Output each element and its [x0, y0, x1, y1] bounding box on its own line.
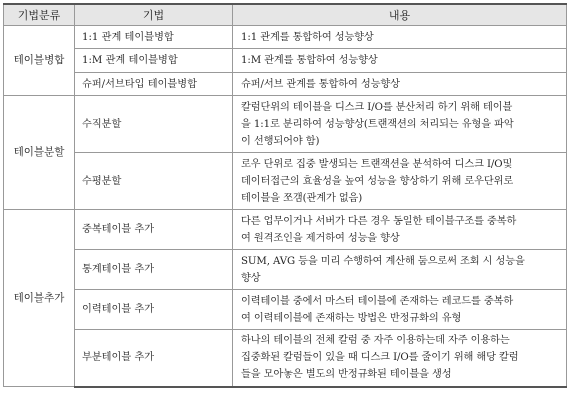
- description-line: 다른 업무이거나 서버가 다른 경우 동일한 테이블구조를 중복하: [241, 215, 517, 227]
- table-row: [4, 26, 567, 49]
- table-row: [4, 250, 567, 290]
- description-cell: [233, 153, 567, 210]
- description-line: 이력테이블 중에서 마스터 테이블에 존재하는 레코드를 중복하: [241, 295, 514, 307]
- category-cell: 테이블추가: [4, 210, 75, 387]
- description-cell: [233, 26, 567, 49]
- description-line: 하나의 테이블의 전체 칼럼 중 자주 이용하는데 자주 이용하는: [241, 335, 510, 347]
- category-cell: 테이블분할: [4, 96, 75, 210]
- header-technique: 기법: [75, 4, 233, 26]
- description-line: 칼럼단위의 테이블을 디스크 I/O를 분산처리 하기 위해 테이블: [241, 101, 513, 113]
- denormalization-table-container: [3, 3, 566, 388]
- description-line: 향상: [241, 272, 261, 284]
- description-line: 들을 모아놓은 별도의 반정규화된 테이블을 생성: [241, 369, 452, 381]
- description-line: 테이블을 쪼갬(관계가 없음): [241, 192, 363, 204]
- table-row: [4, 49, 567, 73]
- header-description: 내용: [233, 4, 567, 26]
- technique-cell: 통계테이블 추가: [75, 250, 233, 290]
- table-row: [4, 73, 567, 96]
- category-cell: 테이블병합: [4, 26, 75, 96]
- technique-cell: 슈퍼/서브타입 테이블병합: [75, 73, 233, 96]
- technique-cell: 부분테이블 추가: [75, 330, 233, 387]
- description-cell: [233, 96, 567, 153]
- description-line: 로우 단위로 집중 발생되는 트랜잭션을 분석하여 디스크 I/O및: [241, 158, 513, 170]
- technique-cell: 수직분할: [75, 96, 233, 153]
- technique-cell: 1:M 관계 테이블병합: [75, 49, 233, 73]
- description-line: 이 선행되어야 함): [241, 135, 320, 147]
- header-row: [4, 4, 567, 26]
- technique-cell: 중복테이블 추가: [75, 210, 233, 250]
- table-row: [4, 330, 567, 387]
- table-row: [4, 153, 567, 210]
- description-line: 집중화된 칼럼들이 있을 때 디스크 I/O를 줄이기 위해 해당 칼럼: [241, 352, 519, 364]
- description-line: 여 이력테이블에 존재하는 방법은 반정규화의 유형: [241, 312, 462, 324]
- description-line: 1:1 관계를 통합하여 성능향상: [241, 31, 374, 43]
- table-row: [4, 210, 567, 250]
- description-cell: [233, 250, 567, 290]
- description-cell: [233, 210, 567, 250]
- description-cell: [233, 73, 567, 96]
- description-line: 1:M 관계를 통합하여 성능향상: [241, 55, 378, 66]
- table-row: [4, 290, 567, 330]
- description-cell: [233, 49, 567, 73]
- description-line: 슈퍼/서브 관계를 통합하여 성능향상: [241, 78, 400, 90]
- technique-cell: 수평분할: [75, 153, 233, 210]
- description-line: 을 1:1로 분리하여 성능향상(트랜잭션의 처리되는 유형을 파악: [241, 118, 514, 130]
- description-line: SUM, AVG 등을 미리 수행하여 계산해 둠으로써 조회 시 성능을: [241, 255, 525, 267]
- description-cell: [233, 330, 567, 387]
- denormalization-techniques-table: [3, 3, 567, 388]
- table-row: [4, 96, 567, 153]
- description-line: 여 원격조인을 제거하여 성능을 향상: [241, 232, 400, 244]
- technique-cell: 1:1 관계 테이블병합: [75, 26, 233, 49]
- technique-cell: 이력테이블 추가: [75, 290, 233, 330]
- description-cell: [233, 290, 567, 330]
- description-line: 데이터접근의 효율성을 높여 성능을 향상하기 위해 로우단위로: [241, 175, 514, 187]
- header-category: 기법분류: [4, 4, 75, 26]
